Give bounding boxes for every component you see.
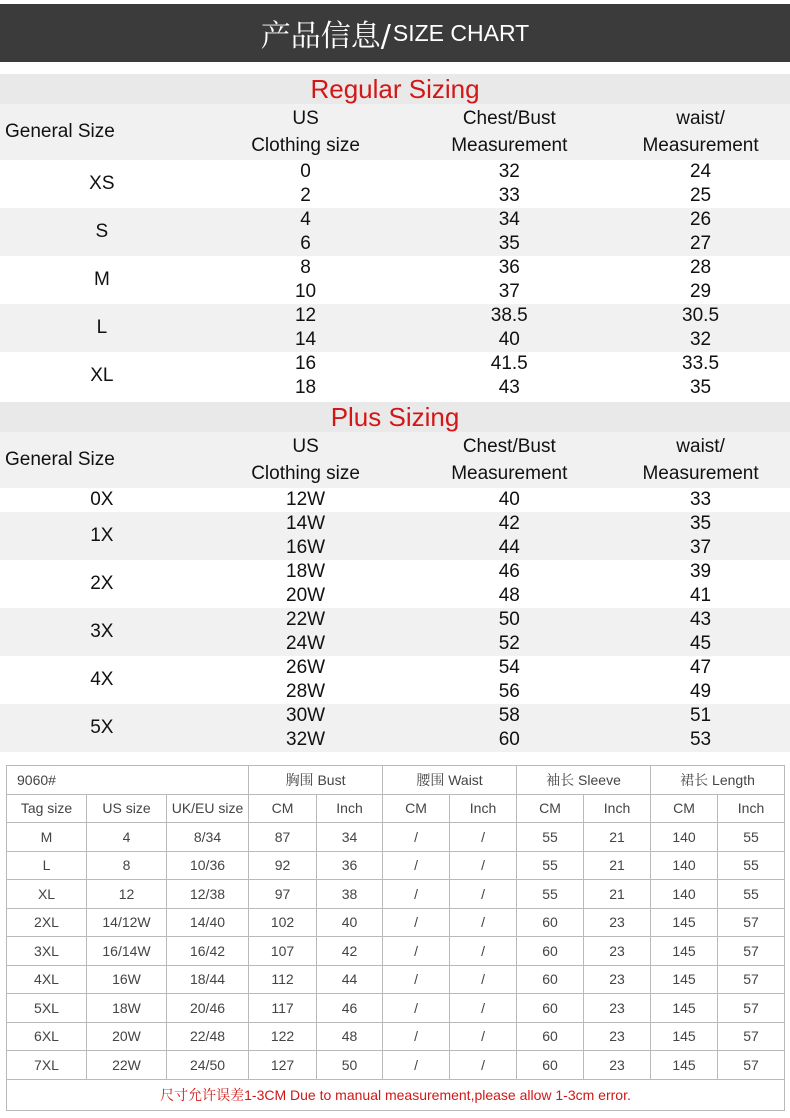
chest-value: 40 xyxy=(498,329,520,350)
header-chest-bust xyxy=(407,104,611,160)
waist-column xyxy=(611,160,790,208)
column-header: CM xyxy=(249,794,317,823)
table-cell: 21 xyxy=(584,851,651,880)
table-cell: / xyxy=(450,1051,517,1080)
chest-value: 44 xyxy=(498,537,520,558)
plus-sizing-section xyxy=(0,402,790,752)
table-cell: 2XL xyxy=(7,908,87,937)
us-value: 22W xyxy=(286,609,326,630)
table-cell: / xyxy=(383,823,450,852)
chest-value: 46 xyxy=(498,561,520,582)
size-chart-banner xyxy=(0,4,790,62)
table-cell: XL xyxy=(7,880,87,909)
header-general-size: General Size xyxy=(5,121,115,142)
table-cell: 107 xyxy=(249,937,317,966)
table-cell: 48 xyxy=(317,1022,383,1051)
table-cell: 4 xyxy=(87,823,167,852)
us-value: 16W xyxy=(286,537,326,558)
table-cell: 57 xyxy=(718,1051,785,1080)
table-cell: 145 xyxy=(651,994,718,1023)
model-number: 9060# xyxy=(7,766,249,795)
measurement-table xyxy=(6,765,785,1111)
table-row xyxy=(7,937,785,966)
table-cell: 23 xyxy=(584,994,651,1023)
us-value: 4 xyxy=(300,209,311,230)
chest-column xyxy=(407,256,611,304)
table-cell: 60 xyxy=(517,965,584,994)
table-cell: 117 xyxy=(249,994,317,1023)
header-waist-line1: waist/ xyxy=(676,108,725,129)
table-cell: L xyxy=(7,851,87,880)
table-cell: / xyxy=(450,1022,517,1051)
table-cell: 57 xyxy=(718,1022,785,1051)
us-value: 28W xyxy=(286,681,326,702)
group-length: 裙长 Length xyxy=(651,766,785,795)
waist-value: 33 xyxy=(689,489,712,510)
waist-column xyxy=(611,704,790,752)
header-waist xyxy=(611,432,790,488)
chest-column xyxy=(407,560,611,608)
table-cell: 12 xyxy=(87,880,167,909)
us-value: 6 xyxy=(300,233,311,254)
table-cell: 16W xyxy=(87,965,167,994)
size-group xyxy=(0,512,790,560)
measurement-error-note: 尺寸允许误差1-3CM Due to manual measurement,please allow 1-3cm error. xyxy=(7,1079,785,1110)
waist-value: 27 xyxy=(689,233,712,254)
chest-column xyxy=(407,704,611,752)
waist-value: 43 xyxy=(689,609,712,630)
us-column xyxy=(204,256,408,304)
plus-sizing-title: Plus Sizing xyxy=(0,402,790,432)
table-cell: 145 xyxy=(651,965,718,994)
chest-value: 42 xyxy=(498,513,520,534)
table-cell: 23 xyxy=(584,937,651,966)
waist-column xyxy=(611,512,790,560)
table-cell: 87 xyxy=(249,823,317,852)
header-us-clothing-size xyxy=(204,432,408,488)
table-cell: 60 xyxy=(517,908,584,937)
regular-sizing-rows xyxy=(0,160,790,400)
us-column xyxy=(204,560,408,608)
header-waist-line2: Measurement xyxy=(642,135,759,156)
table-cell: 112 xyxy=(249,965,317,994)
us-value: 18W xyxy=(286,561,326,582)
chest-value: 56 xyxy=(498,681,520,702)
us-column xyxy=(204,488,408,512)
table-cell: 6XL xyxy=(7,1022,87,1051)
table-cell: 92 xyxy=(249,851,317,880)
table-cell: 42 xyxy=(317,937,383,966)
column-header: Inch xyxy=(450,794,517,823)
us-value: 14 xyxy=(294,329,317,350)
table-cell: / xyxy=(450,965,517,994)
waist-value: 49 xyxy=(689,681,712,702)
size-group xyxy=(0,304,790,352)
waist-value: 37 xyxy=(689,537,712,558)
table-cell: 44 xyxy=(317,965,383,994)
table-cell: / xyxy=(383,908,450,937)
us-value: 26W xyxy=(286,657,326,678)
table-cell: 18/44 xyxy=(167,965,249,994)
waist-column xyxy=(611,608,790,656)
waist-column xyxy=(611,560,790,608)
us-value: 16 xyxy=(294,353,317,374)
table-cell: / xyxy=(450,994,517,1023)
waist-value: 24 xyxy=(689,161,712,182)
waist-value: 25 xyxy=(689,185,712,206)
chest-value: 36 xyxy=(498,257,520,278)
column-header: Tag size xyxy=(7,794,87,823)
table-row xyxy=(7,1022,785,1051)
plus-sizing-header xyxy=(0,432,790,488)
table-cell: / xyxy=(383,994,450,1023)
table-cell: 8/34 xyxy=(167,823,249,852)
header-us-line2: Clothing size xyxy=(251,463,360,484)
table-cell: 18W xyxy=(87,994,167,1023)
table-cell: 21 xyxy=(584,880,651,909)
table-cell: 55 xyxy=(517,823,584,852)
table-row xyxy=(7,851,785,880)
general-size-cell: S xyxy=(95,221,109,242)
table-cell: 55 xyxy=(718,823,785,852)
table-cell: 145 xyxy=(651,908,718,937)
header-chest-line2: Measurement xyxy=(451,135,568,156)
general-size-cell: 5X xyxy=(90,717,114,738)
table-cell: 60 xyxy=(517,994,584,1023)
table-cell: 57 xyxy=(718,994,785,1023)
table-cell: 57 xyxy=(718,965,785,994)
chest-value: 52 xyxy=(498,633,520,654)
us-value: 0 xyxy=(300,161,311,182)
chest-value: 34 xyxy=(498,209,520,230)
waist-value: 47 xyxy=(689,657,712,678)
waist-value: 41 xyxy=(689,585,712,606)
header-chest-line1: Chest/Bust xyxy=(462,108,556,129)
waist-value: 39 xyxy=(689,561,712,582)
regular-sizing-section xyxy=(0,74,790,400)
table-cell: 140 xyxy=(651,823,718,852)
banner-title-cn: 产品信息/ xyxy=(260,19,391,54)
waist-value: 35 xyxy=(689,513,712,534)
table-cell: 145 xyxy=(651,1051,718,1080)
chest-column xyxy=(407,304,611,352)
chest-value: 54 xyxy=(498,657,520,678)
table-cell: / xyxy=(450,937,517,966)
banner-title-en: SIZE CHART xyxy=(392,19,530,46)
table-cell: 122 xyxy=(249,1022,317,1051)
header-chest-bust xyxy=(407,432,611,488)
chest-value: 37 xyxy=(498,281,520,302)
table-cell: 3XL xyxy=(7,937,87,966)
table-cell: 36 xyxy=(317,851,383,880)
size-group xyxy=(0,256,790,304)
waist-value: 30.5 xyxy=(682,305,720,326)
us-column xyxy=(204,656,408,704)
general-size-cell: 1X xyxy=(90,525,114,546)
chest-value: 35 xyxy=(498,233,520,254)
waist-value: 35 xyxy=(689,377,712,398)
column-header: CM xyxy=(517,794,584,823)
table-cell: 140 xyxy=(651,880,718,909)
header-chest-line1: Chest/Bust xyxy=(462,436,556,457)
us-value: 2 xyxy=(300,185,311,206)
table-cell: / xyxy=(383,937,450,966)
column-header: US size xyxy=(87,794,167,823)
column-header: CM xyxy=(383,794,450,823)
general-size-cell: 0X xyxy=(90,489,114,510)
group-bust: 胸围 Bust xyxy=(249,766,383,795)
general-size-cell: 2X xyxy=(90,573,114,594)
table-cell: 57 xyxy=(718,908,785,937)
waist-value: 26 xyxy=(689,209,712,230)
table-cell: 22/48 xyxy=(167,1022,249,1051)
note-row xyxy=(7,1079,785,1110)
us-value: 32W xyxy=(286,729,326,750)
table-cell: 60 xyxy=(517,1022,584,1051)
size-group xyxy=(0,608,790,656)
table-cell: 140 xyxy=(651,851,718,880)
chest-value: 38.5 xyxy=(490,305,528,326)
table-cell: 60 xyxy=(517,1051,584,1080)
us-value: 10 xyxy=(294,281,317,302)
table-cell: / xyxy=(450,880,517,909)
table-cell: / xyxy=(383,851,450,880)
chest-column xyxy=(407,608,611,656)
table-cell: 12/38 xyxy=(167,880,249,909)
table-cell: 23 xyxy=(584,1051,651,1080)
waist-column xyxy=(611,304,790,352)
us-column xyxy=(204,512,408,560)
plus-sizing-rows xyxy=(0,488,790,752)
table-cell: / xyxy=(383,965,450,994)
table-cell: 8 xyxy=(87,851,167,880)
table-cell: 14/12W xyxy=(87,908,167,937)
table-cell: 16/14W xyxy=(87,937,167,966)
us-value: 24W xyxy=(286,633,326,654)
chest-value: 33 xyxy=(498,185,520,206)
column-header: Inch xyxy=(718,794,785,823)
table-cell: 46 xyxy=(317,994,383,1023)
table-row xyxy=(7,1051,785,1080)
size-group xyxy=(0,208,790,256)
measurement-group-header-row xyxy=(7,766,785,795)
table-cell: 21 xyxy=(584,823,651,852)
regular-sizing-title: Regular Sizing xyxy=(0,74,790,104)
table-cell: 145 xyxy=(651,937,718,966)
waist-value: 28 xyxy=(689,257,712,278)
column-header: Inch xyxy=(317,794,383,823)
header-us-line2: Clothing size xyxy=(251,135,360,156)
header-us-clothing-size xyxy=(204,104,408,160)
chest-value: 32 xyxy=(498,161,520,182)
size-group xyxy=(0,488,790,512)
header-waist-line2: Measurement xyxy=(642,463,759,484)
chest-value: 43 xyxy=(498,377,520,398)
table-cell: / xyxy=(450,823,517,852)
chest-value: 60 xyxy=(498,729,520,750)
size-group xyxy=(0,160,790,208)
waist-value: 53 xyxy=(689,729,712,750)
table-row xyxy=(7,994,785,1023)
table-cell: 102 xyxy=(249,908,317,937)
us-value: 12W xyxy=(286,489,326,510)
us-value: 14W xyxy=(286,513,326,534)
chest-column xyxy=(407,512,611,560)
chest-column xyxy=(407,488,611,512)
size-group xyxy=(0,656,790,704)
chest-value: 41.5 xyxy=(490,353,528,374)
waist-value: 29 xyxy=(689,281,712,302)
waist-value: 32 xyxy=(689,329,712,350)
table-cell: 22W xyxy=(87,1051,167,1080)
general-size-cell: M xyxy=(93,269,110,290)
us-column xyxy=(204,304,408,352)
size-group xyxy=(0,560,790,608)
waist-column xyxy=(611,656,790,704)
size-group xyxy=(0,352,790,400)
table-cell: 127 xyxy=(249,1051,317,1080)
header-general-size: General Size xyxy=(5,449,115,470)
table-cell: 145 xyxy=(651,1022,718,1051)
waist-column xyxy=(611,352,790,400)
chest-column xyxy=(407,208,611,256)
table-cell: 40 xyxy=(317,908,383,937)
us-column xyxy=(204,160,408,208)
general-size-cell: 3X xyxy=(90,621,114,642)
general-size-cell: XS xyxy=(89,173,115,194)
chest-value: 48 xyxy=(498,585,520,606)
waist-value: 45 xyxy=(689,633,712,654)
table-cell: / xyxy=(383,1051,450,1080)
table-cell: M xyxy=(7,823,87,852)
header-us-line1: US xyxy=(292,436,319,457)
waist-value: 33.5 xyxy=(682,353,720,374)
column-header: Inch xyxy=(584,794,651,823)
table-cell: 16/42 xyxy=(167,937,249,966)
chest-value: 50 xyxy=(498,609,520,630)
group-waist: 腰围 Waist xyxy=(383,766,517,795)
table-cell: / xyxy=(383,880,450,909)
table-cell: 24/50 xyxy=(167,1051,249,1080)
waist-column xyxy=(611,488,790,512)
table-cell: 34 xyxy=(317,823,383,852)
table-cell: 60 xyxy=(517,937,584,966)
table-cell: 38 xyxy=(317,880,383,909)
us-value: 8 xyxy=(300,257,311,278)
group-sleeve: 袖长 Sleeve xyxy=(517,766,651,795)
header-us-line1: US xyxy=(292,108,319,129)
us-column xyxy=(204,352,408,400)
waist-column xyxy=(611,208,790,256)
general-size-cell: XL xyxy=(90,365,114,386)
column-header: UK/EU size xyxy=(167,794,249,823)
chest-column xyxy=(407,352,611,400)
table-cell: 23 xyxy=(584,1022,651,1051)
us-value: 18 xyxy=(294,377,317,398)
table-cell: / xyxy=(383,1022,450,1051)
table-cell: 57 xyxy=(718,937,785,966)
table-cell: 7XL xyxy=(7,1051,87,1080)
table-row xyxy=(7,880,785,909)
measurement-column-header-row xyxy=(7,794,785,823)
table-cell: 14/40 xyxy=(167,908,249,937)
waist-column xyxy=(611,256,790,304)
table-cell: / xyxy=(450,851,517,880)
regular-sizing-header xyxy=(0,104,790,160)
table-row xyxy=(7,908,785,937)
table-cell: / xyxy=(450,908,517,937)
us-value: 20W xyxy=(286,585,326,606)
header-chest-line2: Measurement xyxy=(451,463,568,484)
table-cell: 5XL xyxy=(7,994,87,1023)
us-column xyxy=(204,208,408,256)
header-waist-line1: waist/ xyxy=(676,436,725,457)
table-cell: 20/46 xyxy=(167,994,249,1023)
table-cell: 20W xyxy=(87,1022,167,1051)
table-cell: 4XL xyxy=(7,965,87,994)
table-cell: 10/36 xyxy=(167,851,249,880)
us-value: 12 xyxy=(294,305,317,326)
chest-column xyxy=(407,160,611,208)
general-size-cell: L xyxy=(96,317,108,338)
us-value: 30W xyxy=(286,705,326,726)
waist-value: 51 xyxy=(689,705,712,726)
size-group xyxy=(0,704,790,752)
table-cell: 50 xyxy=(317,1051,383,1080)
header-waist xyxy=(611,104,790,160)
us-column xyxy=(204,704,408,752)
table-row xyxy=(7,823,785,852)
table-cell: 55 xyxy=(517,880,584,909)
table-cell: 55 xyxy=(718,880,785,909)
chest-value: 58 xyxy=(498,705,520,726)
table-cell: 23 xyxy=(584,908,651,937)
us-column xyxy=(204,608,408,656)
column-header: CM xyxy=(651,794,718,823)
table-cell: 97 xyxy=(249,880,317,909)
general-size-cell: 4X xyxy=(90,669,114,690)
table-cell: 55 xyxy=(517,851,584,880)
table-cell: 23 xyxy=(584,965,651,994)
chest-value: 40 xyxy=(498,489,520,510)
table-cell: 55 xyxy=(718,851,785,880)
chest-column xyxy=(407,656,611,704)
table-row xyxy=(7,965,785,994)
